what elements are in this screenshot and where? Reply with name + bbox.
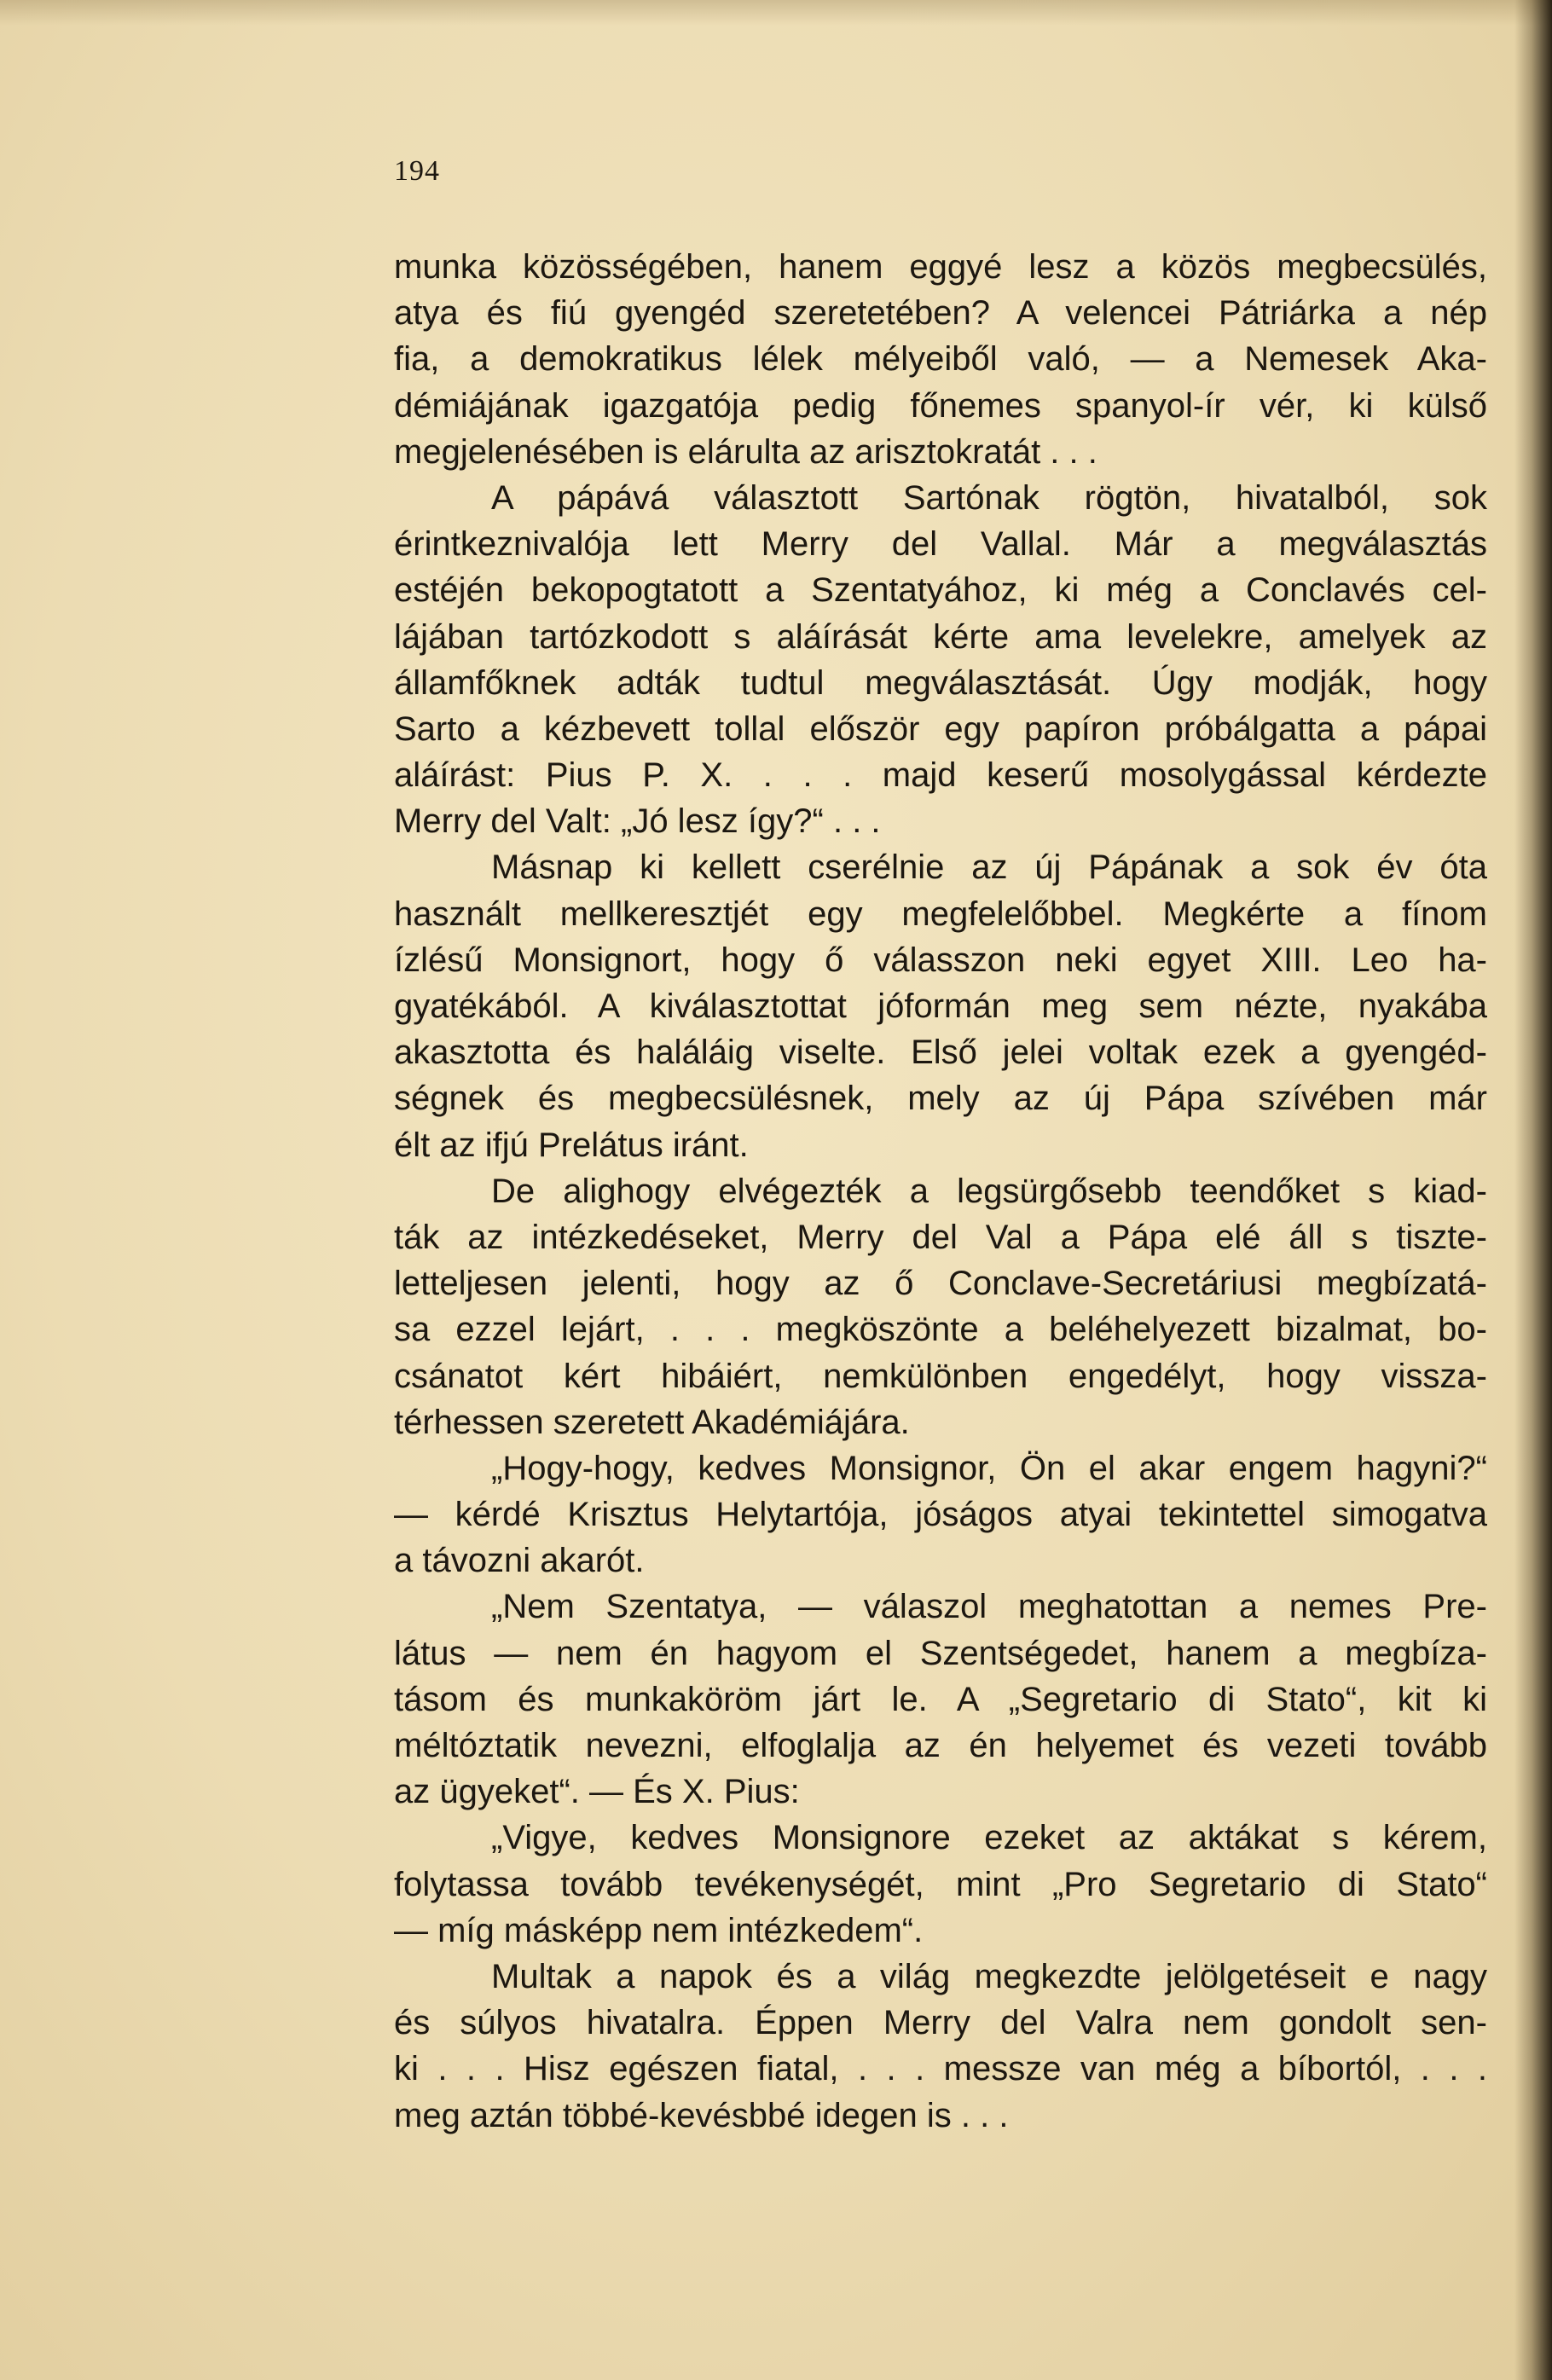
text-line: gyatékából. A kiválasztottat jóformán meg sem nézte, nyakába <box>394 987 1487 1025</box>
text-line: érintkeznivalója lett Merry del Vallal. Már a megválasztás <box>394 525 1487 564</box>
text-line: estéjén bekopogtatott a Szentatyához, ki még a Conclavés cel- <box>394 571 1487 610</box>
text-line: A pápává választott Sartónak rögtön, hivatalból, sok <box>491 478 1487 517</box>
text-line: Merry del Valt: „Jó lesz így?“ . . . <box>394 802 881 841</box>
text-line: aláírást: Pius P. X. . . . majd keserű mosolygással kérdezte <box>394 756 1487 795</box>
text-line: „Hogy-hogy, kedves Monsignor, Ön el akar engem hagyni?“ <box>491 1449 1487 1487</box>
text-line: akasztotta és haláláig viselte. Első jelei voltak ezek a gyengéd- <box>394 1034 1487 1072</box>
text-line: Multak a napok és a világ megkezdte jelölgetéseit e nagy <box>491 1957 1487 1995</box>
text-line: folytassa tovább tevékenységét, mint „Pro Segretario di Stato“ <box>394 1865 1487 1903</box>
text-line: „Vigye, kedves Monsignore ezeket az aktákat s kérem, <box>491 1819 1487 1857</box>
text-line: munka közösségében, hanem eggyé lesz a közös megbecsülés, <box>394 248 1487 286</box>
text-line: sa ezzel lejárt, . . . megköszönte a beléhelyezett bizalmat, bo- <box>394 1311 1487 1349</box>
text-line: lájában tartózkodott s aláírását kérte ama levelekre, amelyek az <box>394 617 1487 656</box>
text-line: démiájának igazgatója pedig főnemes spanyol-ír vér, ki külső <box>394 386 1487 425</box>
text-line: fia, a demokratikus lélek mélyeiből való, — a Nemesek Aka- <box>394 340 1487 379</box>
text-line: meg aztán többé-kevésbbé idegen is . . . <box>394 2096 1009 2134</box>
text-line: letteljesen jelenti, hogy az ő Conclave-Secretáriusi megbízatá- <box>394 1265 1487 1303</box>
text-line: térhessen szeretett Akadémiájára. <box>394 1403 910 1441</box>
text-line: élt az ifjú Prelátus iránt. <box>394 1126 749 1164</box>
page-number: 194 <box>394 155 440 187</box>
text-line: tásom és munkaköröm járt le. A „Segretario di Stato“, kit ki <box>394 1680 1487 1718</box>
text-line: Másnap ki kellett cserélnie az új Pápának a sok év óta <box>491 848 1487 887</box>
text-line: és súlyos hivatalra. Éppen Merry del Valra nem gondolt sen- <box>394 2004 1487 2042</box>
text-line: De alighogy elvégezték a legsürgősebb teendőket s kiad- <box>491 1172 1487 1210</box>
body-text <box>394 244 1487 2139</box>
text-line: ségnek és megbecsülésnek, mely az új Pápa szívében már <box>394 1080 1487 1118</box>
text-line: ízlésű Monsignort, hogy ő válasszon neki egyet XIII. Leo ha- <box>394 941 1487 979</box>
text-line: csánatot kért hibáiért, nemkülönben engedélyt, hogy vissza- <box>394 1357 1487 1395</box>
text-line: ták az intézkedéseket, Merry del Val a Pápa elé áll s tiszte- <box>394 1218 1487 1256</box>
text-line: megjelenésében is elárulta az arisztokratát . . . <box>394 432 1097 471</box>
text-line: méltóztatik nevezni, elfoglalja az én helyemet és vezeti tovább <box>394 1727 1487 1764</box>
text-line: használt mellkeresztjét egy megfelelőbbel. Megkérte a fínom <box>394 895 1487 933</box>
text-line: az ügyeket“. — És X. Pius: <box>394 1773 800 1811</box>
text-line: Sarto a kézbevett tollal először egy papíron próbálgatta a pápai <box>394 709 1487 748</box>
text-line: a távozni akarót. <box>394 1542 645 1580</box>
text-line: államfőknek adták tudtul megválasztását. Úgy modják, hogy <box>394 663 1487 702</box>
text-line: — míg másképp nem intézkedem“. <box>394 1911 924 1949</box>
text-line: — kérdé Krisztus Helytartója, jóságos atyai tekintettel simogatva <box>394 1496 1487 1534</box>
text-line: ki . . . Hisz egészen fiatal, . . . messze van még a bíbortól, . . . <box>394 2050 1487 2088</box>
text-line: atya és fiú gyengéd szeretetében? A velencei Pátriárka a nép <box>394 294 1487 333</box>
page-top-shading <box>0 0 1552 26</box>
text-line: „Nem Szentatya, — válaszol meghatottan a nemes Pre- <box>491 1588 1487 1626</box>
text-line: látus — nem én hagyom el Szentségedet, hanem a megbíza- <box>394 1634 1487 1672</box>
binding-shadow <box>1514 0 1552 2380</box>
